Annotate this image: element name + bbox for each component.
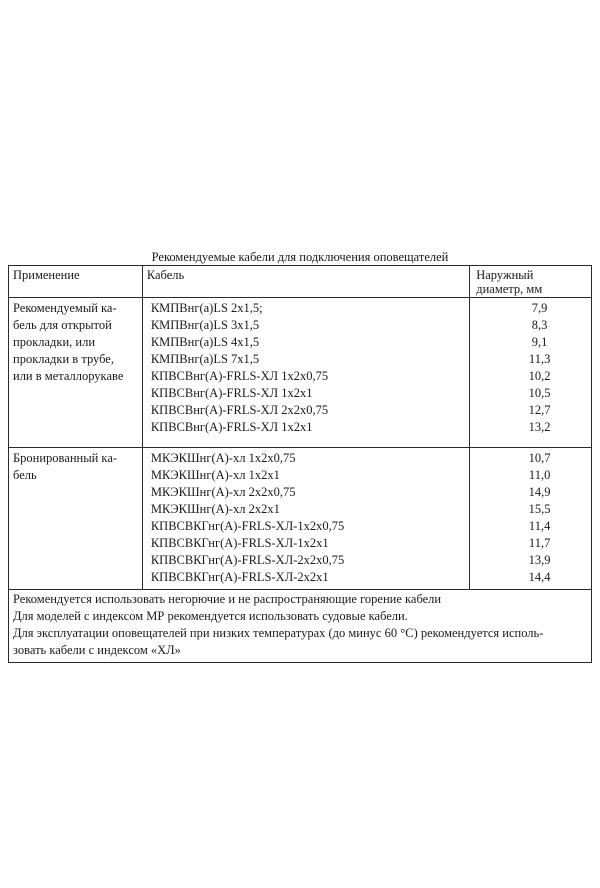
diameter-value: 13,9 <box>528 553 551 567</box>
diameter-value: 11,4 <box>528 519 551 533</box>
cable-item: МКЭКШнг(А)-хл 1х2х0,75 <box>150 451 296 465</box>
diameter-value: 10,5 <box>528 386 551 400</box>
diameter-value: 9,1 <box>531 335 548 349</box>
table-row-armored <box>9 448 592 590</box>
note-text: Для эксплуатации оповещателей при низких температурах (до минус 60 °С) рекомендуется исполь- зовать кабели с индексом «ХЛ» <box>13 626 544 657</box>
diameter-list <box>470 298 592 448</box>
row-spacer <box>151 436 469 444</box>
header-application: Применение <box>9 266 143 298</box>
cable-item: КПВСВнг(А)-FRLS-ХЛ 1х2х1 <box>150 386 313 400</box>
diameter-value: 14,9 <box>528 485 551 499</box>
table-header-row <box>9 266 592 298</box>
cable-item: МКЭКШнг(А)-хл 2х2х0,75 <box>150 485 296 499</box>
cable-list <box>142 448 469 590</box>
diameter-value: 13,2 <box>528 420 551 434</box>
cable-table <box>8 265 592 663</box>
cable-item: КПВСВнг(А)-FRLS-ХЛ 1х2х1 <box>150 420 313 434</box>
cable-item: КПВСВКГнг(А)-FRLS-ХЛ-1х2х0,75 <box>150 519 345 533</box>
application-cell: Бронированный ка- бель <box>9 448 143 590</box>
diameter-value: 12,7 <box>528 403 551 417</box>
diameter-value: 11,0 <box>528 468 551 482</box>
cable-item: КПВСВнг(А)-FRLS-ХЛ 2х2х0,75 <box>150 403 329 417</box>
cable-item: КМПВнг(а)LS 4х1,5 <box>150 335 260 349</box>
cable-item: КПВСВнг(А)-FRLS-ХЛ 1х2х0,75 <box>150 369 329 383</box>
note-text: Рекомендуется использовать негорючие и не распространяющие горение кабели <box>13 592 442 606</box>
diameter-value: 8,3 <box>531 318 548 332</box>
diameter-value: 11,3 <box>528 352 551 366</box>
table-row-open-laying <box>9 298 592 448</box>
cable-item: КМПВнг(а)LS 2х1,5; <box>150 301 263 315</box>
header-cable: Кабель <box>142 266 469 298</box>
diameter-value: 7,9 <box>531 301 548 315</box>
cable-item: КПВСВКГнг(А)-FRLS-ХЛ-2х2х0,75 <box>150 553 345 567</box>
cable-item: КПВСВКГнг(А)-FRLS-ХЛ-1х2х1 <box>150 536 329 550</box>
cable-list <box>142 298 469 448</box>
diameter-list <box>470 448 592 590</box>
header-diameter: Наружный диаметр, мм <box>470 266 592 298</box>
diameter-value: 15,5 <box>528 502 551 516</box>
table-notes-row <box>9 590 592 663</box>
page-title: Рекомендуемые кабели для подключения оповещателей <box>151 250 449 264</box>
diameter-value: 10,7 <box>528 451 551 465</box>
note-text: Для моделей с индексом МР рекомендуется использовать судовые кабели. <box>13 609 408 623</box>
diameter-value: 10,2 <box>528 369 551 383</box>
cable-item: КМПВнг(а)LS 7х1,5 <box>150 352 260 366</box>
diameter-value: 14,4 <box>528 570 551 584</box>
cable-item: КПВСВКГнг(А)-FRLS-ХЛ-2х2х1 <box>150 570 329 584</box>
diameter-value: 11,7 <box>528 536 551 550</box>
cable-item: КМПВнг(а)LS 3х1,5 <box>150 318 260 332</box>
cable-item: МКЭКШнг(А)-хл 1х2х1 <box>150 468 280 482</box>
notes-cell <box>9 590 592 663</box>
cable-item: МКЭКШнг(А)-хл 2х2х1 <box>150 502 280 516</box>
application-cell: Рекомендуемый ка- бель для открытой прокладки, или прокладки в трубе, или в металлорукаве <box>9 298 143 448</box>
